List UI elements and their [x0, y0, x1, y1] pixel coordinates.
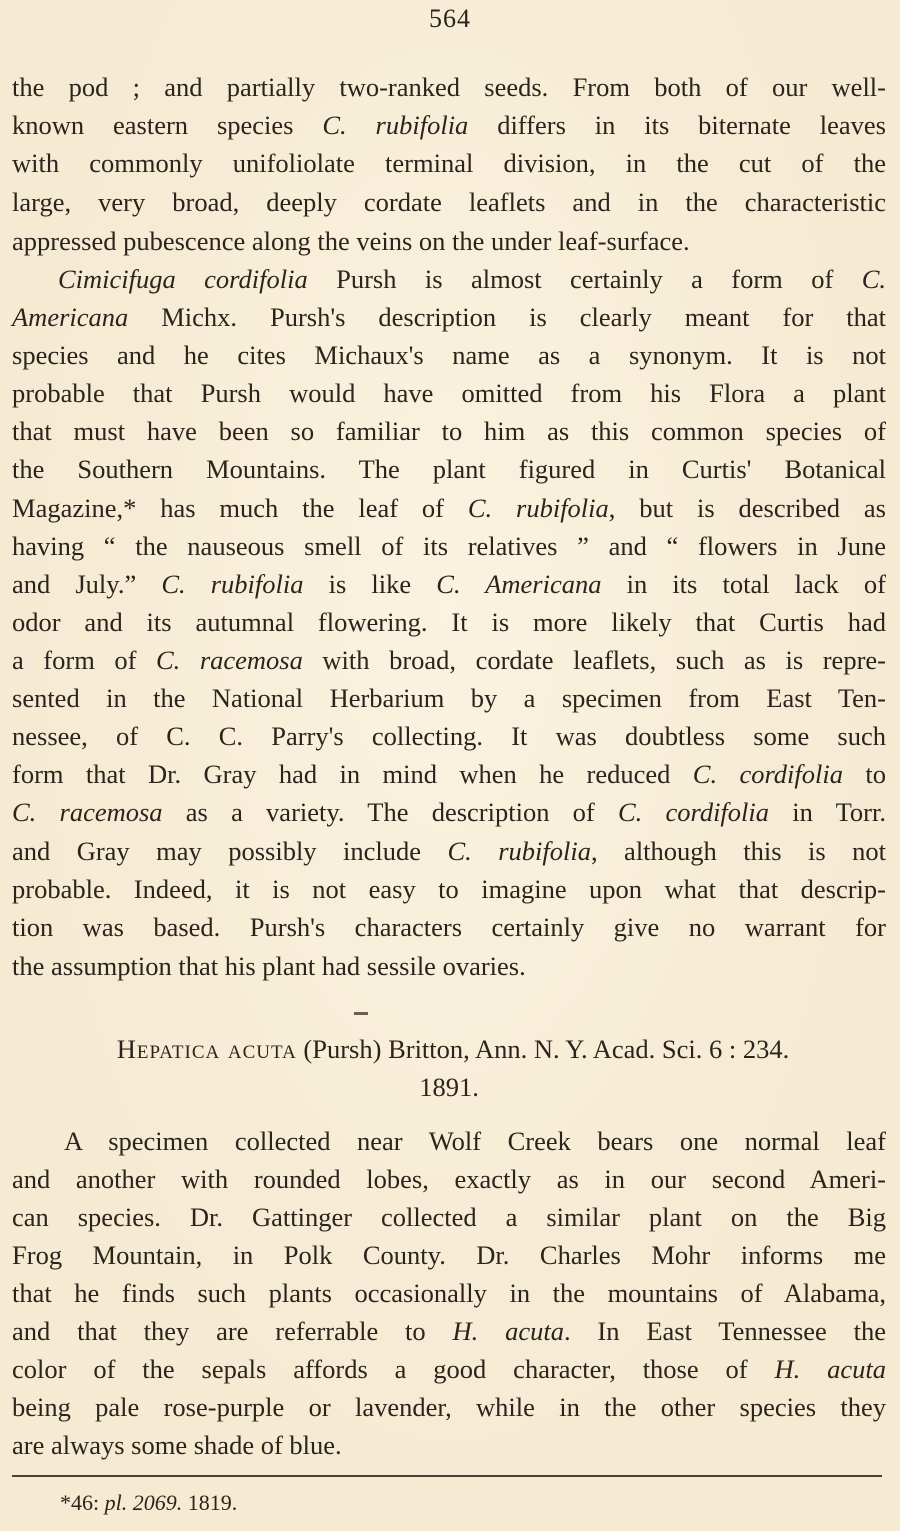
footnote: *46: pl. 2069. 1819.	[60, 1490, 238, 1515]
text-line: and another with rounded lobes, exactly as in our second Ameri-	[12, 1164, 886, 1194]
text-line: being pale rose-purple or lavender, while in the other species they	[12, 1392, 886, 1422]
text-line: and Gray may possibly include C. rubifolia, although this is not	[12, 836, 886, 866]
text-line: having “ the nauseous smell of its relatives ” and “ flowers in June	[12, 531, 886, 561]
species-name: C. racemosa	[155, 645, 303, 675]
text-line: probable. Indeed, it is not easy to imagine upon what that descrip-	[12, 874, 886, 904]
text-line: sented in the National Herbarium by a specimen from East Ten-	[12, 683, 886, 713]
heading-year: 1891.	[419, 1072, 479, 1102]
species-name: C. cordifolia	[692, 759, 843, 789]
species-name: C. rubifolia	[447, 836, 591, 866]
text-line: color of the sepals affords a good character, those of H. acuta	[12, 1354, 887, 1384]
text-line: a form of C. racemosa with broad, cordate leaflets, such as is repre-	[12, 645, 886, 675]
text-line: and July.” C. rubifolia is like C. Americana in its total lack of	[12, 569, 886, 599]
text-line: can species. Dr. Gattinger collected a similar plant on the Big	[12, 1202, 886, 1232]
species-name: C. rubifolia	[322, 110, 469, 140]
text-line: Cimicifuga cordifolia Pursh is almost certainly a form of C.	[58, 264, 886, 294]
text-line: Frog Mountain, in Polk County. Dr. Charles Mohr informs me	[12, 1240, 886, 1270]
species-name: Cimicifuga cordifolia	[58, 264, 308, 294]
text-line: tion was based. Pursh's characters certainly give no warrant for	[12, 912, 886, 942]
species-name: H. acuta	[774, 1354, 887, 1384]
section-divider	[354, 1012, 368, 1015]
text-line: species and he cites Michaux's name as a synonym. It is not	[12, 340, 886, 370]
footnote-rule	[12, 1475, 882, 1477]
section-heading	[20, 1030, 886, 1068]
species-name: C. racemosa	[12, 797, 163, 827]
species-name: C. cordifolia	[617, 797, 770, 827]
text-line: and that they are referrable to H. acuta. In East Tennessee the	[12, 1316, 887, 1346]
text-line: that must have been so familiar to him as this common species of	[12, 416, 886, 446]
text-line: A specimen collected near Wolf Creek bears one normal leaf	[64, 1126, 886, 1156]
footnote-plate: pl. 2069.	[104, 1490, 183, 1515]
text-line: the assumption that his plant had sessile ovaries.	[12, 951, 526, 981]
heading-citation: (Pursh) Britton, Ann. N. Y. Acad. Sci. 6 : 234.	[296, 1034, 790, 1064]
species-name: C. Americana	[436, 569, 602, 599]
heading-taxon: Hepatica acuta	[116, 1034, 297, 1064]
species-name: Americana	[12, 302, 129, 332]
text-line: the pod ; and partially two-ranked seeds. From both of our well-	[12, 72, 886, 102]
text-line: probable that Pursh would have omitted from his Flora a plant	[12, 378, 886, 408]
species-name: C. rubifolia	[161, 569, 304, 599]
text-line: appressed pubescence along the veins on the under leaf-surface.	[12, 226, 690, 256]
text-line: known eastern species C. rubifolia differs in its biternate leaves	[12, 110, 886, 140]
text-line: Americana Michx. Pursh's description is clearly meant for that	[12, 302, 886, 332]
text-line: are always some shade of blue.	[12, 1430, 342, 1460]
text-line: with commonly unifoliolate terminal division, in the cut of the	[12, 148, 886, 178]
text-line: nessee, of C. C. Parry's collecting. It was doubtless some such	[12, 721, 886, 751]
text-line: the Southern Mountains. The plant figured in Curtis' Botanical	[12, 454, 886, 484]
page-number: 564	[429, 4, 471, 33]
text-line: that he finds such plants occasionally in the mountains of Alabama,	[12, 1278, 886, 1308]
text-line: C. racemosa as a variety. The description of C. cordifolia in Torr.	[12, 797, 886, 827]
species-name: H. acuta	[452, 1316, 564, 1346]
text-line: form that Dr. Gray had in mind when he reduced C. cordifolia to	[12, 759, 886, 789]
text-line: Magazine,* has much the leaf of C. rubifolia, but is described as	[12, 493, 886, 523]
species-name: C. rubifolia	[467, 493, 609, 523]
text-line: odor and its autumnal flowering. It is more likely that Curtis had	[12, 607, 886, 637]
text-line: large, very broad, deeply cordate leaflets and in the characteristic	[12, 187, 886, 217]
